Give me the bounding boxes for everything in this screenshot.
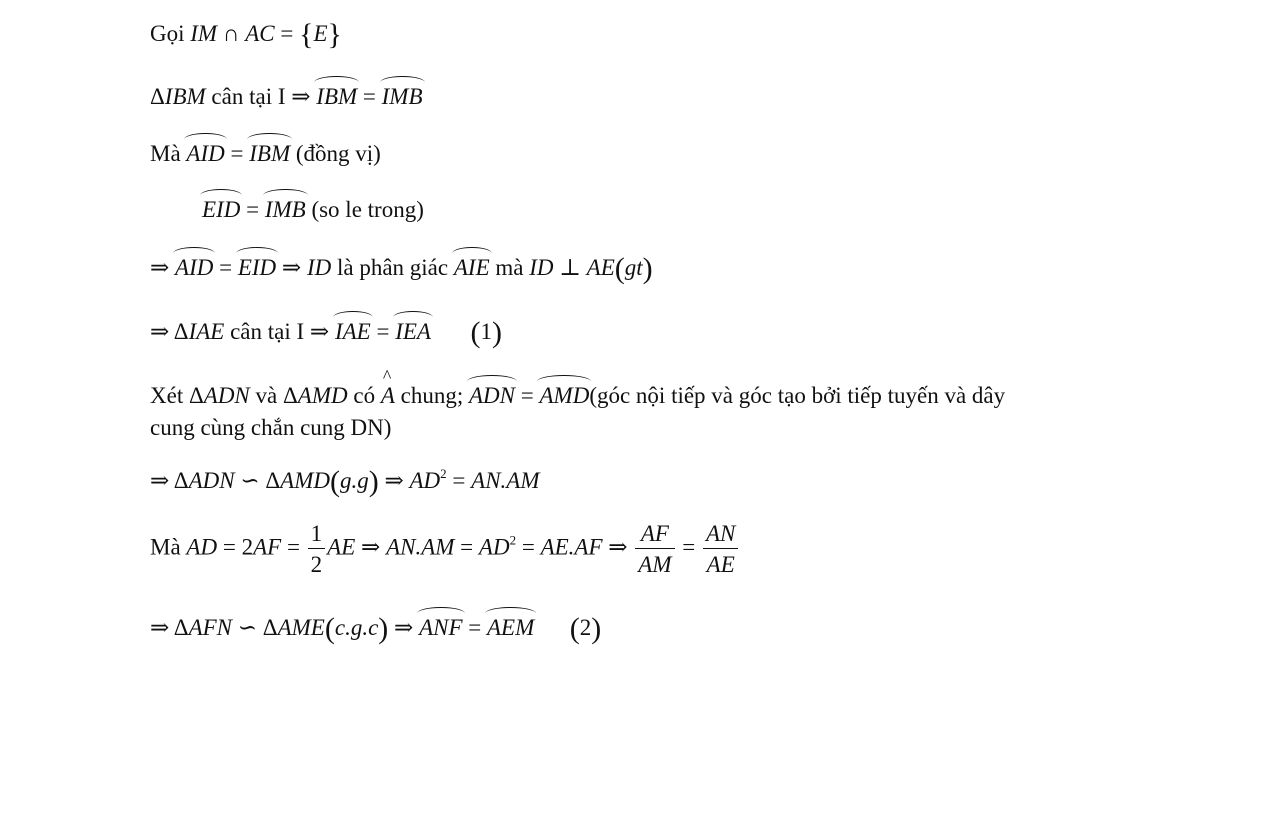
implies: ⇒ [608,534,634,560]
angle-arc: IEA [395,319,431,344]
angle-arc: EID [202,197,241,222]
line-6 [150,318,502,348]
numerator: AN [703,522,738,549]
line-8 [150,416,391,439]
equals: = [520,383,540,408]
right-paren: ) [591,612,602,645]
math-var: AME [277,615,325,640]
text: cân tại I [230,319,310,344]
equals: = [219,255,238,280]
implies: ⇒ [309,319,335,344]
angle-arc: IAE [334,319,371,344]
denominator: AM [638,552,672,577]
implies: ⇒ [150,468,174,493]
left-paren: ( [324,612,335,645]
delta: Δ [173,319,189,344]
implies: ⇒ [150,319,174,344]
delta: Δ [173,468,189,493]
line-7 [150,384,1005,407]
fraction-an-ae [703,522,738,576]
math-var: ADN [188,468,235,493]
math-var: IAE [188,319,225,344]
cap-symbol: ∩ [222,21,246,46]
line-3 [150,142,381,165]
implies: ⇒ [281,255,307,280]
left-paren: ( [470,316,481,349]
text: Xét [150,383,189,408]
text: Mà [150,534,187,560]
math-var: IBM [164,84,206,109]
math-var: AF [253,534,282,560]
numerator: AF [635,522,674,549]
equation-number: 1 [480,319,492,344]
similar-symbol: ∽ [240,468,266,493]
text: có [353,383,381,408]
math-var: AE [586,255,615,280]
perp-symbol: ⊥ [559,255,587,280]
angle-arc: ANF [419,615,463,640]
line-4 [202,198,424,221]
text: (so le trong) [311,197,424,222]
text: (góc nội tiếp và góc tạo bởi tiếp tuyến và dây [589,383,1006,408]
equals: = 2 [222,534,254,560]
text: chung; [400,383,469,408]
equation-number: 2 [579,615,592,640]
equals: = [230,141,250,166]
equals: = [468,615,487,640]
text: là phân giác [336,255,454,280]
numerator: 1 [308,522,326,549]
implies: ⇒ [394,615,420,640]
angle-arc: IBM [249,141,291,166]
math-var: AN.AM [471,468,540,493]
denominator: 2 [310,552,323,577]
delta: Δ [173,615,189,640]
implies: ⇒ [291,84,317,109]
math-var: ID [306,255,332,280]
angle-arc: AMD [539,383,590,408]
text: cân tại I [211,84,292,109]
math-var: g.g [339,468,369,493]
angle-arc: EID [237,255,277,280]
delta: Δ [265,468,281,493]
math-var: c.g.c [334,615,379,640]
delta: Δ [262,615,278,640]
math-var: AFN [188,615,233,640]
line-10 [150,522,740,576]
angle-arc: IMB [264,197,306,222]
angle-arc: ADN [469,383,515,408]
fraction-half [308,522,326,576]
superscript: 2 [440,466,447,481]
text: Gọi [150,21,191,46]
equals: = [376,319,396,344]
fraction-af-am [635,522,674,576]
equals: = [280,21,300,46]
line-2 [150,85,423,108]
denominator: AE [706,552,735,577]
right-brace: } [327,18,342,51]
implies: ⇒ [150,255,176,280]
delta: Δ [282,383,298,408]
text: Mà [150,141,187,166]
right-paren: ) [378,612,389,645]
math-var: ID [529,255,554,280]
equals: = [362,84,382,109]
equals: = [286,534,306,560]
angle-arc: IMB [381,84,423,109]
math-var: IM [190,21,218,46]
equals: = [460,534,479,560]
text: mà [495,255,530,280]
math-var: AMD [297,383,348,408]
equals: = [682,534,701,560]
math-var: AE.AF [540,534,603,560]
angle-arc: AID [175,255,214,280]
right-paren: ) [642,252,653,285]
angle-arc: AID [186,141,225,166]
implies: ⇒ [361,534,387,560]
angle-arc: AIE [453,255,490,280]
math-var: AD [409,468,441,493]
delta: Δ [150,84,165,109]
angle-arc: IBM [316,84,358,109]
equals: = [246,197,265,222]
text: cung cùng chắn cung DN) [150,415,392,440]
left-paren: ( [329,465,340,498]
equals: = [521,534,541,560]
math-var: AN.AM [386,534,455,560]
math-var: AE [327,534,356,560]
line-1 [150,20,342,50]
math-var: ADN [203,383,250,408]
line-9 [150,467,540,497]
left-brace: { [299,18,314,51]
left-paren: ( [569,612,580,645]
similar-symbol: ∽ [237,615,263,640]
superscript: 2 [509,532,517,548]
right-paren: ) [368,465,379,498]
left-paren: ( [614,252,625,285]
line-5 [150,254,653,284]
line-11 [150,614,601,644]
equals: = [452,468,472,493]
angle-hat: ^ A [381,384,395,407]
implies: ⇒ [384,468,410,493]
math-var: AD [478,534,510,560]
implies: ⇒ [150,615,174,640]
math-var: AMD [280,468,330,493]
right-paren: ) [491,316,502,349]
text: (đồng vị) [295,141,381,166]
angle-arc: AEM [487,615,535,640]
math-var: E [313,21,328,46]
math-var: gt [624,255,643,280]
math-var: AD [186,534,218,560]
delta: Δ [188,383,204,408]
text: và [255,383,283,408]
math-var: AC [245,21,275,46]
